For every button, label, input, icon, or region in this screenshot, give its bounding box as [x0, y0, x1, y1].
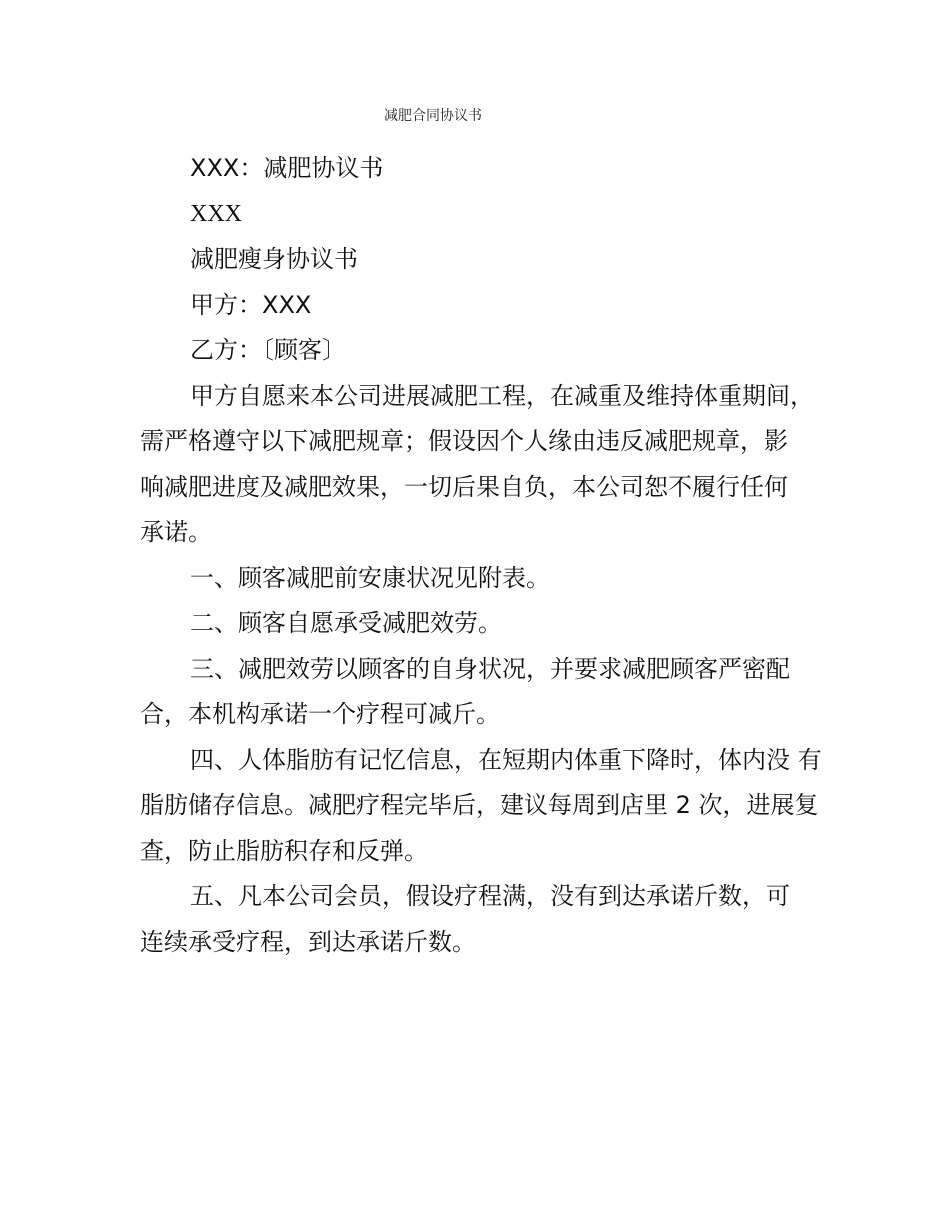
- party-b: 乙方：〔顾客〕: [190, 336, 346, 364]
- clause-5: [140, 874, 812, 965]
- clause-4: [140, 738, 822, 875]
- intro-line: 甲方自愿来本公司进展减肥工程，在减重及维持体重期间，: [190, 381, 814, 410]
- clause-3-line: 合，本机构承诺一个疗程可减斤。: [140, 700, 500, 728]
- intro-line: 承诺。: [140, 518, 212, 546]
- heading-line-1: XXX：减肥协议书: [190, 154, 384, 182]
- document-header-title: 减肥合同协议书: [384, 108, 482, 124]
- clause-1: 一、顾客减肥前安康状况见附表。: [190, 563, 550, 592]
- clause-3: [140, 647, 812, 738]
- heading-line-2: XXX: [190, 200, 242, 227]
- intro-paragraph: [140, 374, 812, 556]
- intro-line: 需严格遵守以下减肥规章；假设因个人缘由违反减肥规章，影: [140, 427, 788, 455]
- clause-3-line: 三、减肥效劳以顾客的自身状况，并要求减肥顾客严密配: [190, 654, 790, 683]
- party-a: 甲方：XXX: [190, 290, 312, 319]
- document-body: [140, 146, 822, 965]
- agreement-title: 减肥瘦身协议书: [190, 245, 358, 273]
- clause-5-line: 五、凡本公司会员，假设疗程满，没有到达承诺斤数，可: [190, 882, 790, 910]
- clause-5-line: 连续承受疗程，到达承诺斤数。: [140, 927, 476, 956]
- clause-2: 二、顾客自愿承受减肥效劳。: [190, 609, 502, 637]
- clause-4-line: 脂肪储存信息。减肥疗程完毕后，建议每周到店里 2 次，进展复: [140, 791, 819, 819]
- clause-4-line: 查，防止脂肪积存和反弹。: [140, 836, 428, 865]
- clause-4-line: 四、人体脂肪有记忆信息，在短期内体重下降时，体内没 有: [190, 745, 822, 774]
- intro-line: 响减肥进度及减肥效果，一切后果自负，本公司恕不履行任何: [140, 472, 788, 501]
